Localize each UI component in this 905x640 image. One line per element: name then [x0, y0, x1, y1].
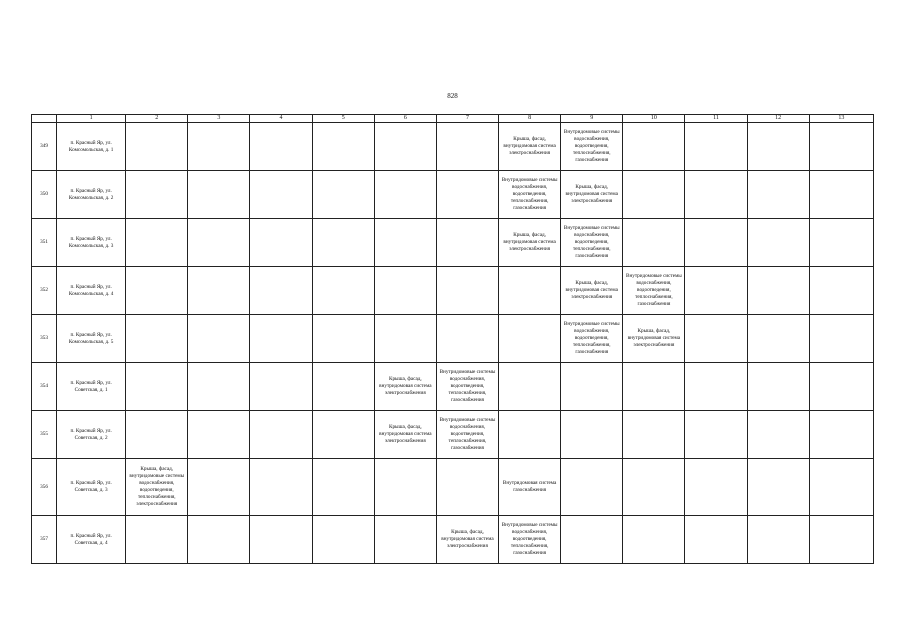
work-cell [809, 411, 873, 459]
work-cell: Внутридомовые системы водоснабжения, водоотведения, теплоснабжения, газоснабжения [561, 219, 623, 267]
work-cell: Внутридомовые системы водоснабжения, водоотведения, теплоснабжения, газоснабжения [561, 315, 623, 363]
column-header: 11 [685, 115, 747, 123]
work-cell [312, 219, 374, 267]
work-cell [374, 315, 436, 363]
address-cell: п. Красный Яр, ул. Советская, д. 2 [57, 411, 126, 459]
column-header: 3 [188, 115, 250, 123]
column-header: 13 [809, 115, 873, 123]
column-header: 5 [312, 115, 374, 123]
row-number: 357 [32, 516, 57, 564]
table-row [32, 171, 874, 219]
work-cell [685, 411, 747, 459]
work-cell [685, 516, 747, 564]
column-header: 4 [250, 115, 312, 123]
work-cell [561, 411, 623, 459]
work-cell: Внутридомовые системы водоснабжения, водоотведения, теплоснабжения, газоснабжения [561, 123, 623, 171]
work-cell [623, 171, 685, 219]
table-row [32, 411, 874, 459]
work-cell [809, 219, 873, 267]
work-cell [374, 516, 436, 564]
work-cell: Внутридомовая система газоснабжения [499, 459, 561, 516]
column-header: 1 [57, 115, 126, 123]
work-cell [312, 516, 374, 564]
work-cell: Крыша, фасад, внутридомовая система электроснабжения [499, 123, 561, 171]
work-cell [188, 516, 250, 564]
work-cell [126, 219, 188, 267]
work-cell [374, 459, 436, 516]
column-header: 2 [126, 115, 188, 123]
work-cell [623, 459, 685, 516]
work-cell [312, 171, 374, 219]
column-header: 8 [499, 115, 561, 123]
work-cell [374, 267, 436, 315]
work-cell [250, 315, 312, 363]
column-header [32, 115, 57, 123]
work-cell: Крыша, фасад, внутридомовая система электроснабжения [436, 516, 498, 564]
work-cell [809, 516, 873, 564]
work-cell [188, 171, 250, 219]
address-cell: п. Красный Яр, ул. Комсомольская, д. 1 [57, 123, 126, 171]
work-cell [312, 411, 374, 459]
work-cell [747, 171, 809, 219]
address-cell: п. Красный Яр, ул. Советская, д. 3 [57, 459, 126, 516]
work-cell [188, 219, 250, 267]
work-cell: Внутридомовые системы водоснабжения, водоотведения, теплоснабжения, газоснабжения [436, 411, 498, 459]
work-cell [747, 411, 809, 459]
work-cell [809, 267, 873, 315]
work-cell [685, 267, 747, 315]
work-cell [623, 219, 685, 267]
work-cell [747, 267, 809, 315]
address-cell: п. Красный Яр, ул. Советская, д. 4 [57, 516, 126, 564]
work-cell [250, 219, 312, 267]
column-header: 7 [436, 115, 498, 123]
work-cell [499, 315, 561, 363]
page-number: 828 [447, 92, 458, 100]
work-cell [188, 315, 250, 363]
work-cell [809, 363, 873, 411]
work-cell [188, 267, 250, 315]
work-cell [685, 219, 747, 267]
work-cell [747, 315, 809, 363]
work-cell [126, 516, 188, 564]
work-cell [126, 411, 188, 459]
row-number: 354 [32, 363, 57, 411]
work-cell [685, 171, 747, 219]
table-row [32, 315, 874, 363]
work-cell [623, 123, 685, 171]
work-cell [436, 267, 498, 315]
work-cell [188, 363, 250, 411]
work-cell [250, 171, 312, 219]
column-header-row [32, 115, 874, 123]
work-cell [250, 363, 312, 411]
work-cell: Внутридомовые системы водоснабжения, водоотведения, теплоснабжения, газоснабжения [499, 171, 561, 219]
column-header: 12 [747, 115, 809, 123]
work-cell [747, 459, 809, 516]
address-cell: п. Красный Яр, ул. Комсомольская, д. 4 [57, 267, 126, 315]
work-cell: Внутридомовые системы водоснабжения, водоотведения, теплоснабжения, газоснабжения [623, 267, 685, 315]
work-cell: Крыша, фасад, внутридомовая система электроснабжения [499, 219, 561, 267]
table-row [32, 267, 874, 315]
work-cell [685, 363, 747, 411]
work-cell: Крыша, фасад, внутридомовая система электроснабжения [374, 411, 436, 459]
address-cell: п. Красный Яр, ул. Комсомольская, д. 5 [57, 315, 126, 363]
work-cell [436, 219, 498, 267]
row-number: 355 [32, 411, 57, 459]
work-cell [561, 363, 623, 411]
column-header: 10 [623, 115, 685, 123]
work-cell [374, 171, 436, 219]
work-cell [188, 411, 250, 459]
work-cell [250, 123, 312, 171]
work-cell [312, 315, 374, 363]
work-cell [499, 363, 561, 411]
table-row [32, 123, 874, 171]
work-cell: Крыша, фасад, внутридомовая система электроснабжения [561, 171, 623, 219]
work-cell [126, 315, 188, 363]
work-cell [436, 123, 498, 171]
work-cell [499, 267, 561, 315]
work-cell [809, 123, 873, 171]
work-cell [809, 315, 873, 363]
work-cell [312, 123, 374, 171]
work-cell [809, 171, 873, 219]
work-cell [188, 459, 250, 516]
work-cell [623, 516, 685, 564]
address-cell: п. Красный Яр, ул. Комсомольская, д. 2 [57, 171, 126, 219]
work-cell [685, 123, 747, 171]
work-cell: Внутридомовые системы водоснабжения, водоотведения, теплоснабжения, газоснабжения [499, 516, 561, 564]
row-number: 352 [32, 267, 57, 315]
work-cell [561, 459, 623, 516]
work-cell [374, 123, 436, 171]
work-cell [312, 363, 374, 411]
work-cell [747, 363, 809, 411]
work-cell [685, 315, 747, 363]
table-row [32, 516, 874, 564]
work-cell: Крыша, фасад, внутридомовые системы водоснабжения, водоотведения, теплоснабжения, электроснабжения [126, 459, 188, 516]
work-cell [436, 459, 498, 516]
work-cell: Крыша, фасад, внутридомовая система электроснабжения [623, 315, 685, 363]
work-cell [250, 411, 312, 459]
work-cell: Внутридомовые системы водоснабжения, водоотведения, теплоснабжения, газоснабжения [436, 363, 498, 411]
work-cell [312, 459, 374, 516]
work-cell [561, 516, 623, 564]
work-cell [436, 315, 498, 363]
work-cell: Крыша, фасад, внутридомовая система электроснабжения [374, 363, 436, 411]
work-cell [188, 123, 250, 171]
work-cell [499, 411, 561, 459]
work-cell [312, 267, 374, 315]
column-header: 6 [374, 115, 436, 123]
work-cell [126, 123, 188, 171]
row-number: 356 [32, 459, 57, 516]
work-cell [436, 171, 498, 219]
work-cell [126, 363, 188, 411]
work-cell [374, 219, 436, 267]
table-body [32, 115, 874, 564]
row-number: 353 [32, 315, 57, 363]
work-cell [126, 267, 188, 315]
work-cell: Крыша, фасад, внутридомовая система электроснабжения [561, 267, 623, 315]
column-header: 9 [561, 115, 623, 123]
address-cell: п. Красный Яр, ул. Советская, д. 1 [57, 363, 126, 411]
work-cell [747, 123, 809, 171]
row-number: 350 [32, 171, 57, 219]
work-cell [747, 219, 809, 267]
table-row [32, 363, 874, 411]
row-number: 349 [32, 123, 57, 171]
address-cell: п. Красный Яр, ул. Комсомольская, д. 3 [57, 219, 126, 267]
table-row [32, 219, 874, 267]
work-cell [685, 459, 747, 516]
table-row [32, 459, 874, 516]
work-cell [809, 459, 873, 516]
work-cell [250, 516, 312, 564]
work-cell [623, 363, 685, 411]
work-cell [623, 411, 685, 459]
work-cell [126, 171, 188, 219]
work-cell [250, 459, 312, 516]
repair-schedule-table [31, 114, 874, 564]
row-number: 351 [32, 219, 57, 267]
work-cell [250, 267, 312, 315]
work-cell [747, 516, 809, 564]
